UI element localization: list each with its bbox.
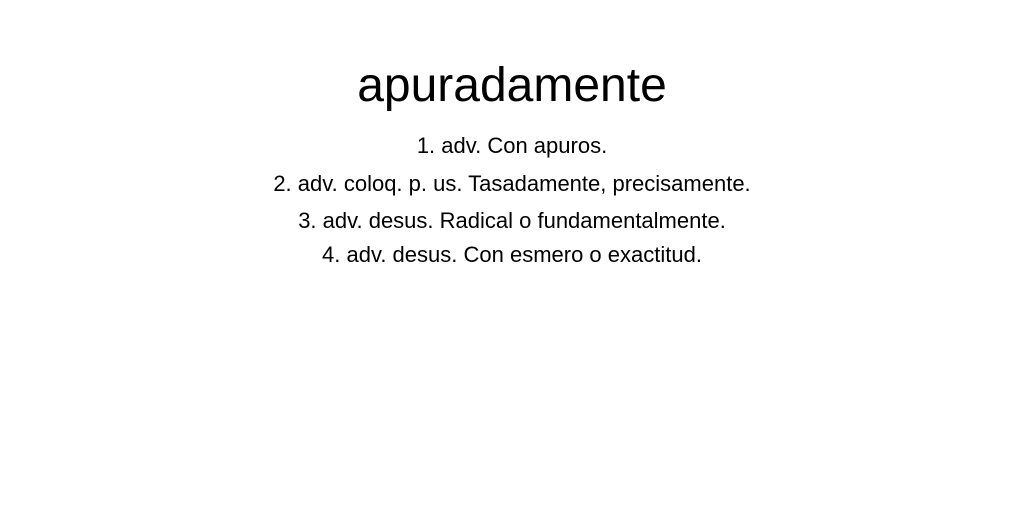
headword: apuradamente [357, 59, 667, 112]
sense-1: 1. adv. Con apuros. [416, 133, 608, 158]
sense-2: 2. adv. coloq. p. us. Tasadamente, precisamente. [273, 171, 751, 196]
sense-4: 4. adv. desus. Con esmero o exactitud. [322, 242, 702, 267]
sense-3: 3. adv. desus. Radical o fundamentalmente. [298, 208, 726, 233]
